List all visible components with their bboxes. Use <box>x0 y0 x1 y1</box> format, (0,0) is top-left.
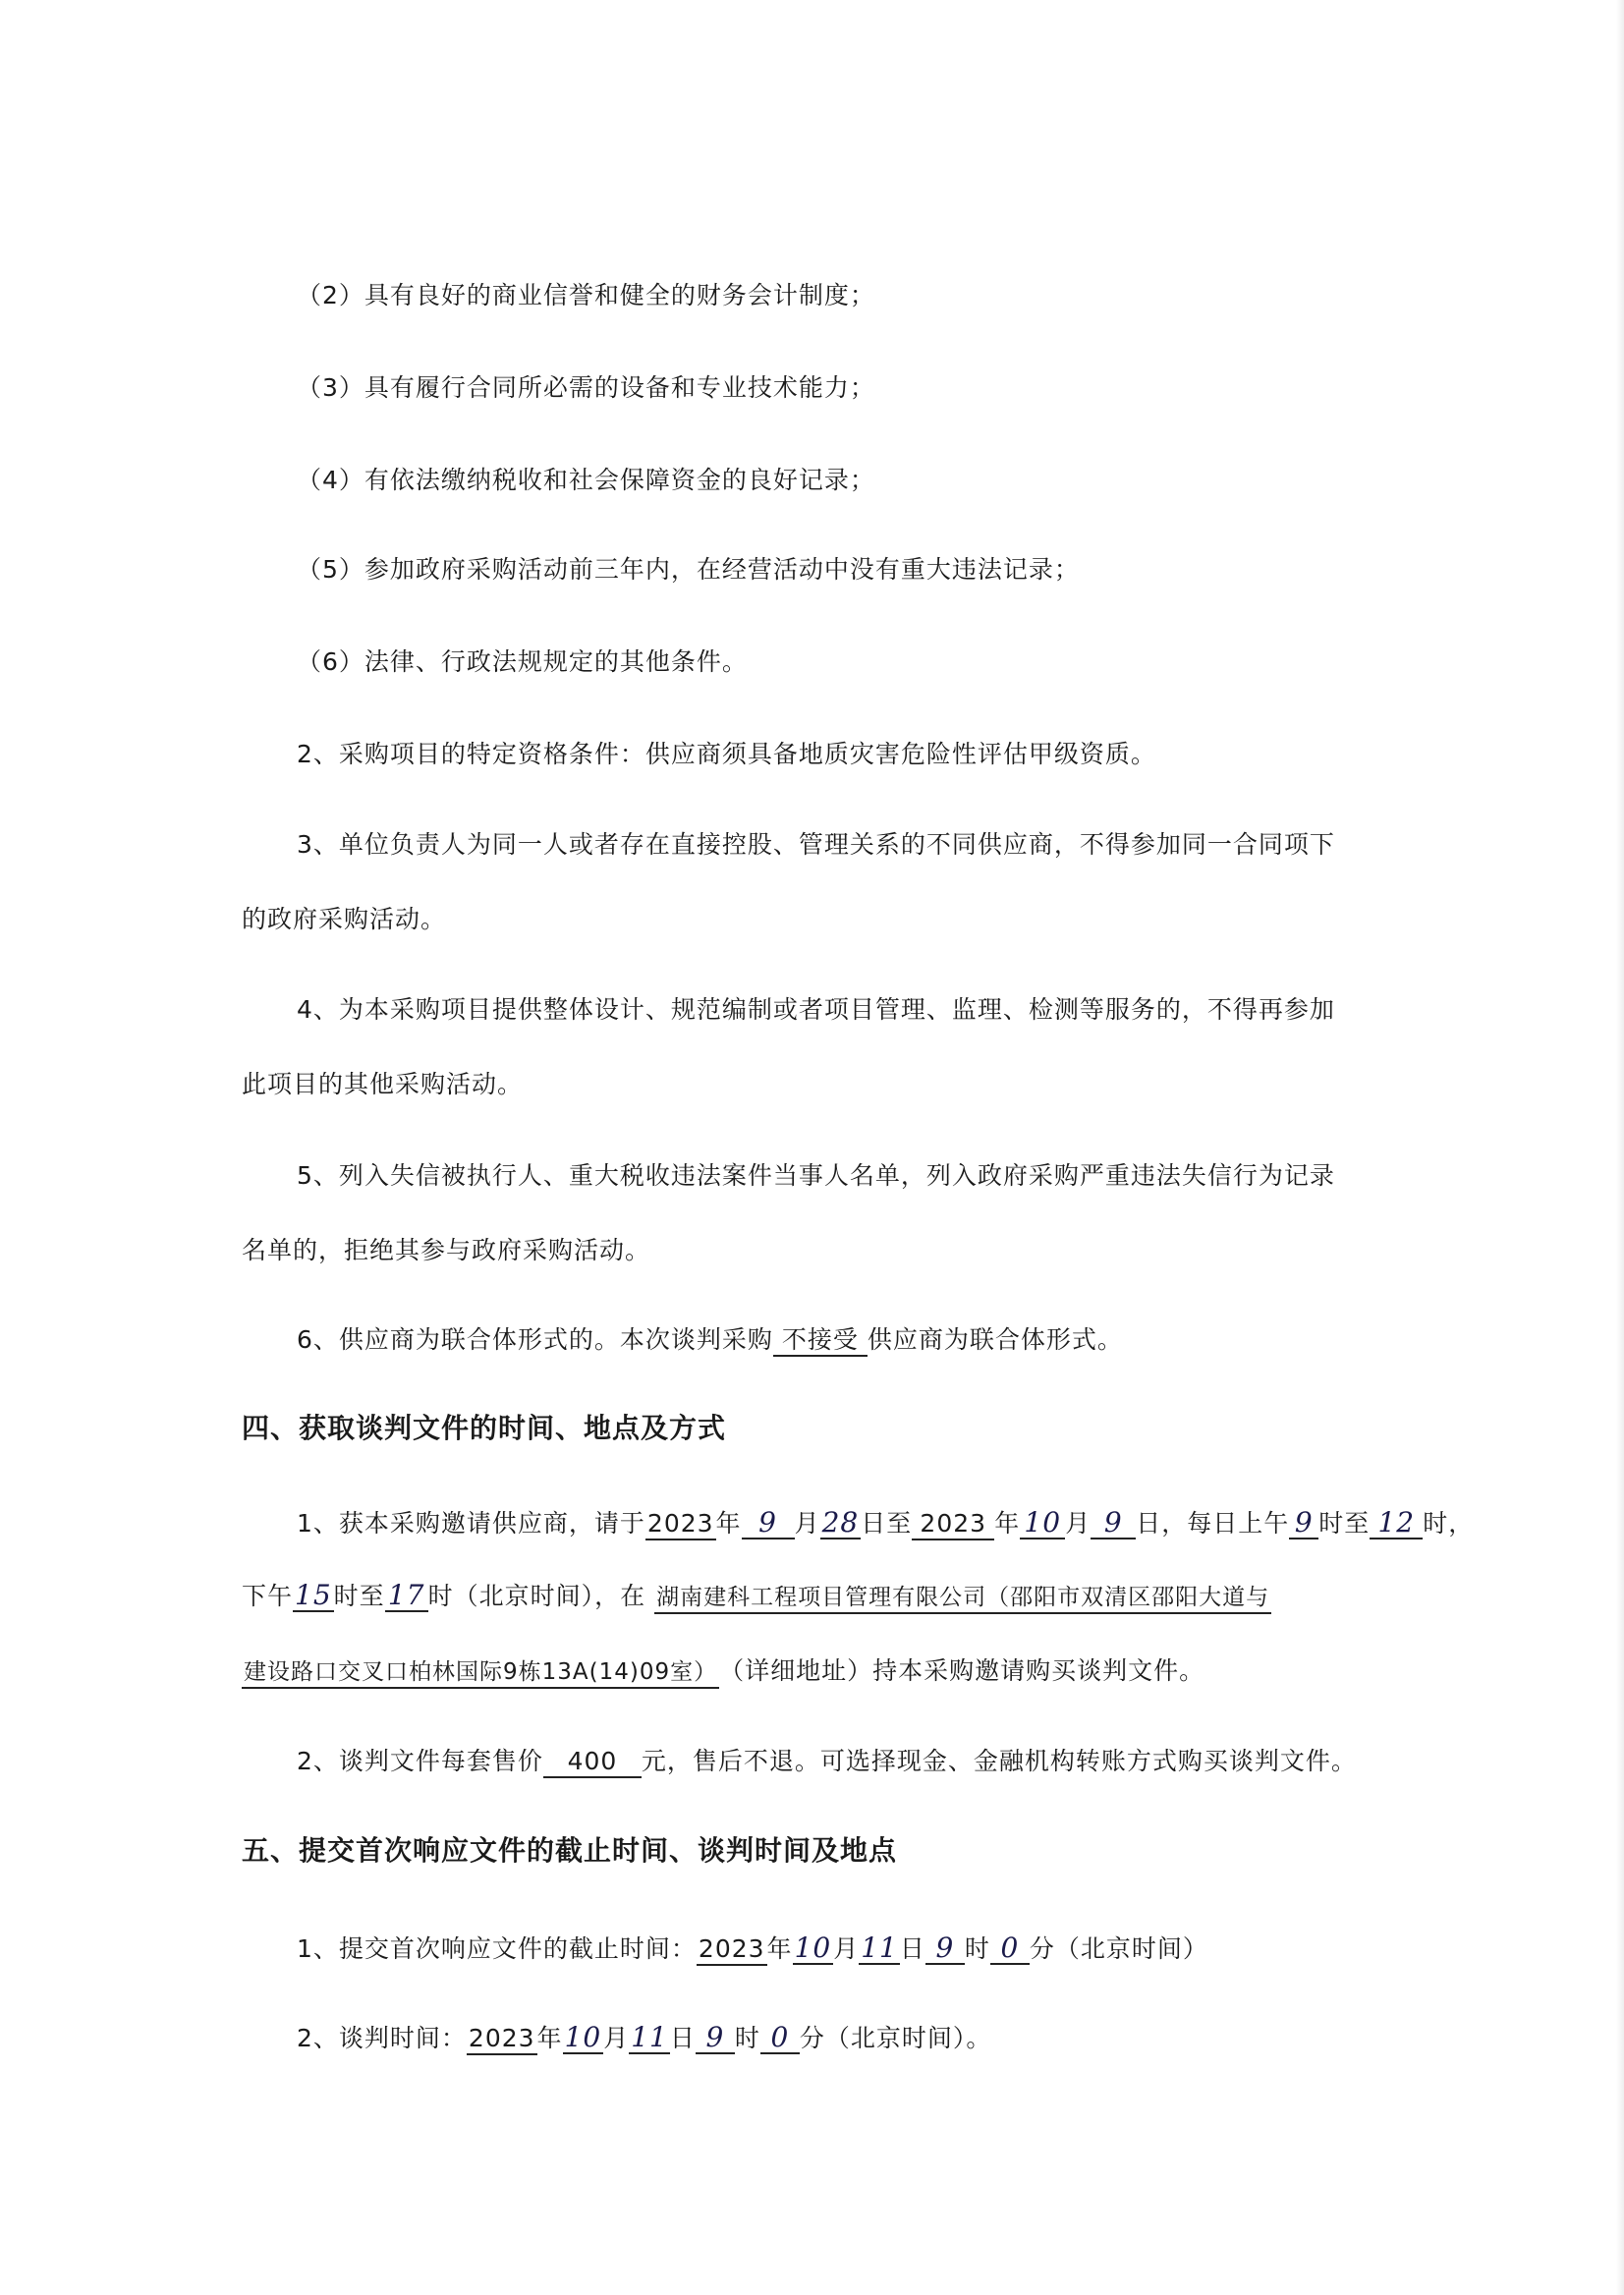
qualification-item-6: （6）法律、行政法规规定的其他条件。 <box>297 647 748 676</box>
text: 日至 <box>861 1509 913 1538</box>
text: 日 <box>899 1934 925 1963</box>
deadline-minute-field: 0 <box>990 1933 1030 1965</box>
end-day-field: 9 <box>1091 1508 1136 1539</box>
section4-heading: 四、获取谈判文件的时间、地点及方式 <box>242 1412 727 1444</box>
location-field: 湖南建科工程项目管理有限公司（邵阳市双清区邵阳大道与 <box>654 1583 1271 1614</box>
text: 月 <box>794 1509 820 1538</box>
end-month-field: 10 <box>1020 1508 1065 1539</box>
text: 年 <box>994 1509 1021 1538</box>
qualification-item-2: （2）具有良好的商业信誉和健全的财务会计制度； <box>297 281 875 309</box>
item3-line1: 3、单位负责人为同一人或者存在直接控股、管理关系的不同供应商，不得参加同一合同项下 <box>297 830 1335 859</box>
section5-p2 <box>297 2022 991 2055</box>
qualification-item-5: （5）参加政府采购活动前三年内，在经营活动中没有重大违法记录； <box>297 555 1080 584</box>
item3-line2: 的政府采购活动。 <box>242 905 447 933</box>
start-year-field: 2023 <box>645 1509 716 1540</box>
text: 1、获本采购邀请供应商，请于 <box>297 1509 645 1538</box>
location-field-cont: 建设路口交叉口柏林国际9栋13A(14)09室） <box>242 1657 719 1689</box>
text: 月 <box>603 2024 630 2052</box>
text: 时至 <box>333 1582 385 1610</box>
item6-prefix: 6、供应商为联合体形式的。本次谈判采购 <box>297 1325 773 1354</box>
deadline-day-field: 11 <box>861 1931 898 1964</box>
text: 2、谈判时间： <box>297 2024 467 2052</box>
qualification-item-4: （4）有依法缴纳税收和社会保障资金的良好记录； <box>297 466 875 494</box>
section4-p1-line3 <box>242 1654 1204 1689</box>
negotiation-hour-field: 9 <box>696 2023 735 2054</box>
section4-p1-line1 <box>297 1507 1474 1540</box>
text: 年 <box>715 1509 742 1538</box>
section4-p2 <box>297 1745 1357 1778</box>
text: 时 <box>734 2024 760 2052</box>
price-field: 400 <box>543 1747 642 1778</box>
specific-qualification: 2、采购项目的特定资格条件：供应商须具备地质灾害危险性评估甲级资质。 <box>297 740 1156 768</box>
end-year-field: 2023 <box>912 1509 994 1540</box>
pm-end-field: 17 <box>385 1581 428 1612</box>
text: 时 <box>964 1934 990 1963</box>
item5-line2: 名单的，拒绝其参与政府采购活动。 <box>242 1236 651 1264</box>
item6-consortium <box>297 1323 1123 1357</box>
text: 元，售后不退。可选择现金、金融机构转账方式购买谈判文件。 <box>641 1747 1357 1775</box>
negotiation-month-field: 10 <box>564 2021 602 2053</box>
section4-p1-line2 <box>242 1580 1271 1614</box>
text: 分（北京时间） <box>1029 1934 1208 1963</box>
negotiation-day-field: 11 <box>631 2021 668 2053</box>
item5-line1: 5、列入失信被执行人、重大税收违法案件当事人名单，列入政府采购严重违法失信行为记录 <box>297 1161 1335 1190</box>
negotiation-minute-field: 0 <box>760 2023 800 2054</box>
text: 时至 <box>1318 1509 1371 1538</box>
start-month-field: 9 <box>742 1508 795 1539</box>
start-day-field: 28 <box>821 1506 860 1539</box>
qualification-item-3: （3）具有履行合同所必需的设备和专业技术能力； <box>297 373 875 402</box>
text: 2、谈判文件每套售价 <box>297 1747 543 1775</box>
am-end-field: 12 <box>1370 1508 1423 1539</box>
text: 日，每日上午 <box>1136 1509 1290 1538</box>
text: （详细地址）持本采购邀请购买谈判文件。 <box>719 1656 1205 1685</box>
deadline-year-field: 2023 <box>697 1934 767 1966</box>
am-start-field: 9 <box>1289 1508 1318 1539</box>
text: 年 <box>766 1934 793 1963</box>
deadline-month-field: 10 <box>794 1931 832 1964</box>
scan-edge-shadow <box>1616 0 1624 2295</box>
text: 月 <box>833 1934 860 1963</box>
item4-line1: 4、为本采购项目提供整体设计、规范编制或者项目管理、监理、检测等服务的，不得再参加 <box>297 995 1335 1024</box>
item4-line2: 此项目的其他采购活动。 <box>242 1070 524 1098</box>
text: 年 <box>536 2024 563 2052</box>
consortium-answer-field: 不接受 <box>773 1325 868 1357</box>
item6-suffix: 供应商为联合体形式。 <box>867 1325 1123 1354</box>
text: 时（北京时间），在 <box>427 1582 646 1610</box>
text: 下午 <box>242 1582 294 1610</box>
section5-p1 <box>297 1932 1208 1966</box>
negotiation-year-field: 2023 <box>467 2024 537 2055</box>
text: 日 <box>669 2024 696 2052</box>
deadline-hour-field: 9 <box>925 1933 965 1965</box>
text: 时， <box>1423 1509 1475 1538</box>
text: 分（北京时间）。 <box>799 2024 992 2052</box>
section5-heading: 五、提交首次响应文件的截止时间、谈判时间及地点 <box>242 1834 898 1867</box>
text: 月 <box>1065 1509 1092 1538</box>
pm-start-field: 15 <box>295 1579 332 1611</box>
text: 1、提交首次响应文件的截止时间： <box>297 1934 697 1963</box>
